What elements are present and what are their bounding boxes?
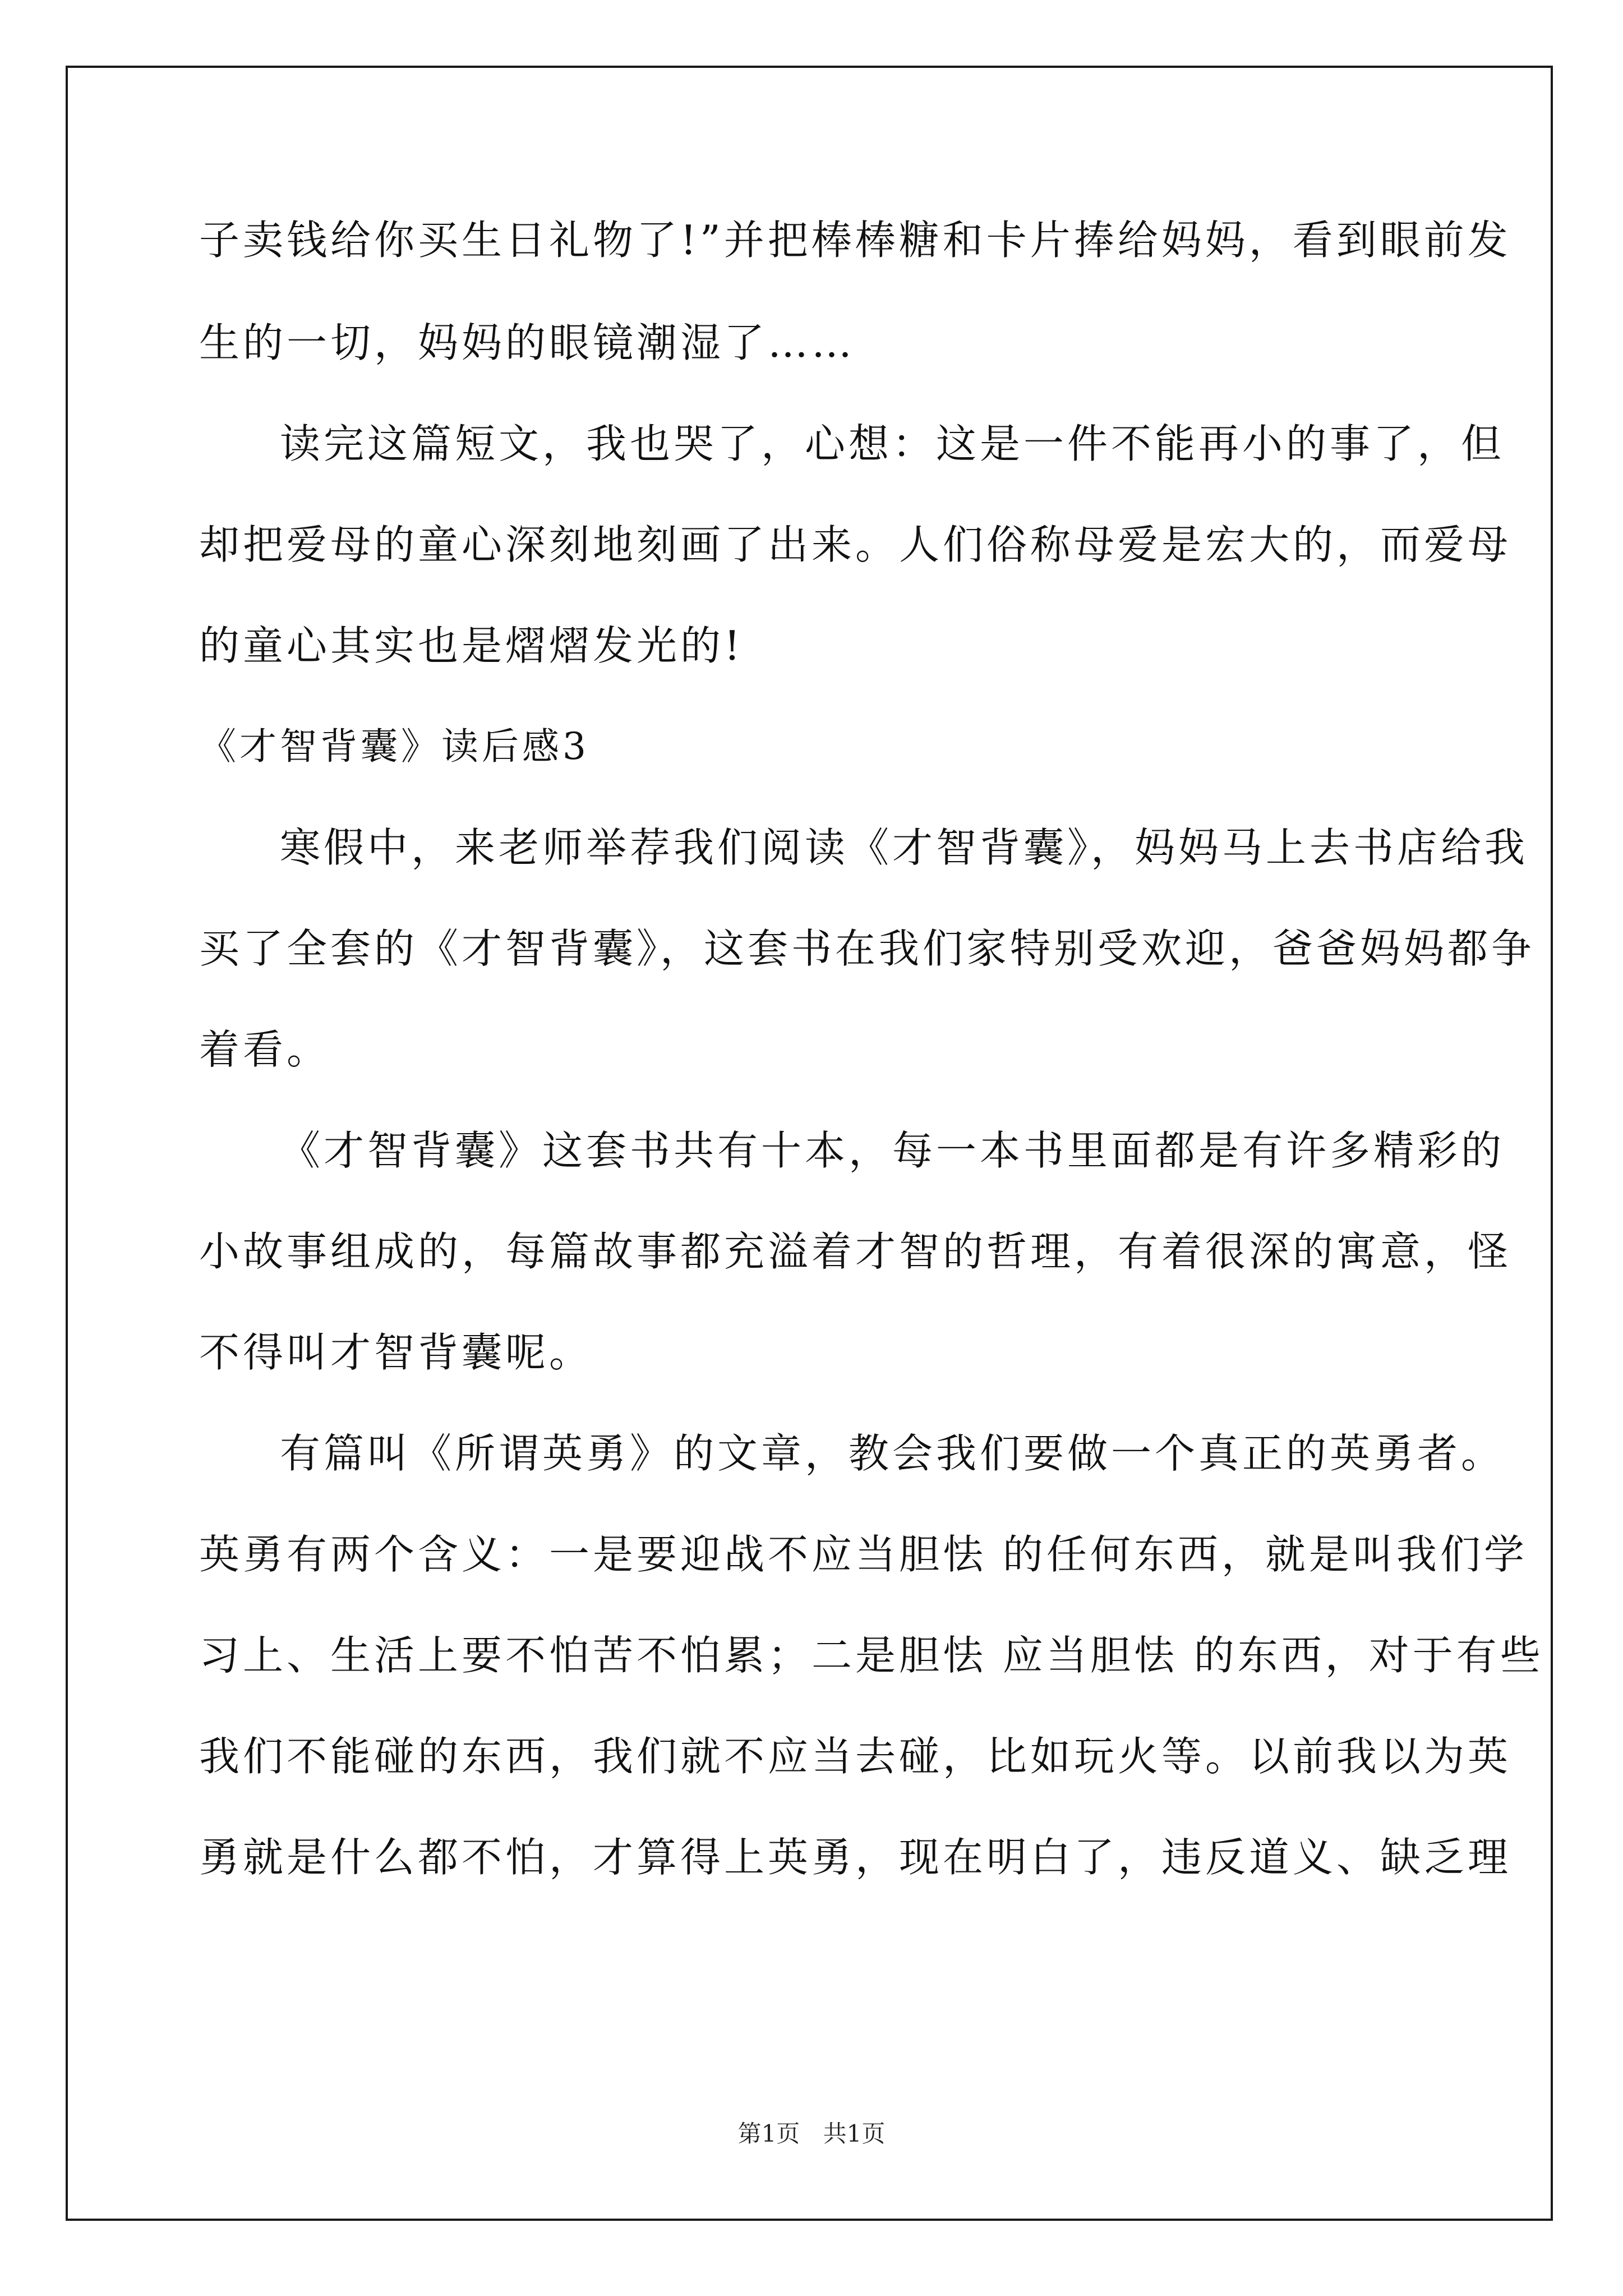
paragraph-start-line: 有篇叫《所谓英勇》的文章，教会我们要做一个真正的英勇者。 xyxy=(280,1430,1505,1477)
body-line: 小故事组成的，每篇故事都充溢着才智的哲理，有着很深的寓意，怪 xyxy=(199,1228,1512,1275)
body-line: 的童心其实也是熠熠发光的! xyxy=(199,622,744,669)
body-line: 英勇有两个含义：一是要迎战不应当胆怯 的任何东西，就是叫我们学 xyxy=(199,1531,1528,1578)
body-line: 不得叫才智背囊呢。 xyxy=(199,1329,593,1376)
page-footer xyxy=(0,2118,1623,2150)
paragraph-start-line: 寒假中，来老师举荐我们阅读《才智背囊》，妈妈马上去书店给我 xyxy=(280,824,1529,871)
body-line: 习上、生活上要不怕苦不怕累；二是胆怯 应当胆怯 的东西，对于有些 xyxy=(199,1632,1544,1679)
body-line: 我们不能碰的东西，我们就不应当去碰，比如玩火等。以前我以为英 xyxy=(199,1733,1512,1780)
paragraph-start-line: 《才智背囊》这套书共有十本，每一本书里面都是有许多精彩的 xyxy=(280,1127,1505,1174)
page-number-current: 第1页 xyxy=(737,2120,800,2147)
body-line: 勇就是什么都不怕，才算得上英勇，现在明白了，违反道义、缺乏理 xyxy=(199,1834,1512,1881)
body-line: 子卖钱给你买生日礼物了!”并把棒棒糖和卡片捧给妈妈，看到眼前发 xyxy=(199,217,1511,264)
body-line: 买了全套的《才智背囊》，这套书在我们家特别受欢迎，爸爸妈妈都争 xyxy=(199,925,1536,972)
body-line: 着看。 xyxy=(199,1026,331,1073)
section-heading: 《才智背囊》读后感3 xyxy=(199,725,589,768)
body-line: 生的一切，妈妈的眼镜潮湿了…… xyxy=(199,319,856,366)
paragraph-start-line: 读完这篇短文，我也哭了，心想：这是一件不能再小的事了，但 xyxy=(280,420,1505,467)
page-number-total: 共1页 xyxy=(823,2120,886,2147)
body-line: 却把爱母的童心深刻地刻画了出来。人们俗称母爱是宏大的，而爱母 xyxy=(199,521,1512,568)
